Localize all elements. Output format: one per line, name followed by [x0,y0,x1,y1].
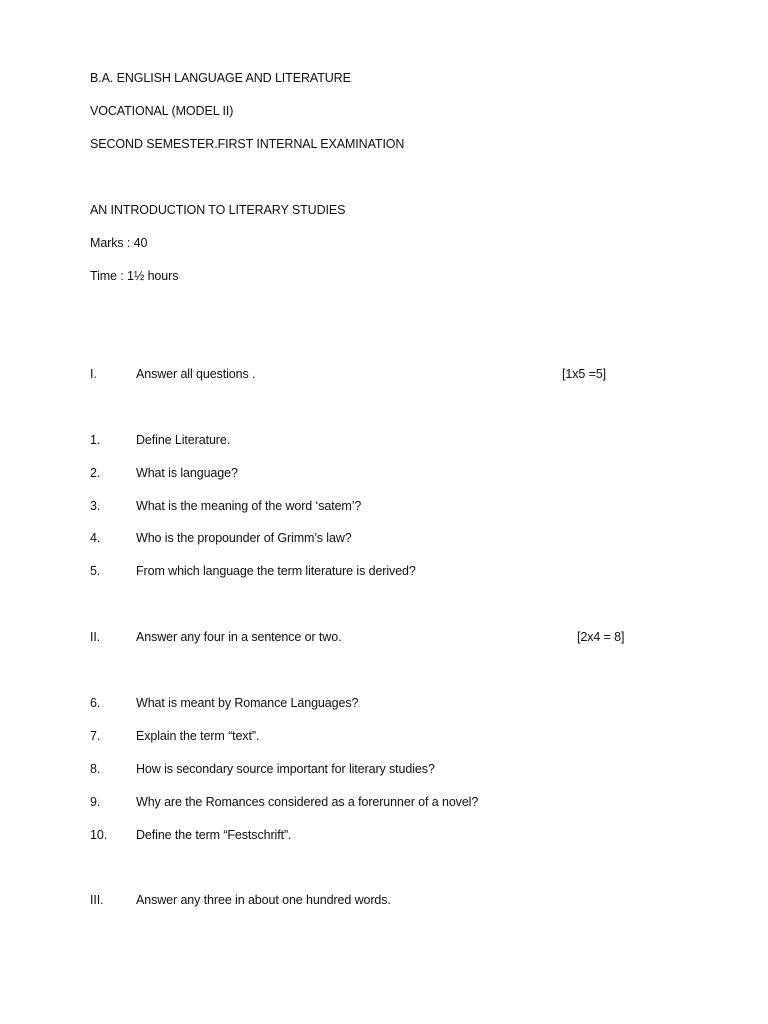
section-instruction: Answer any three in about one hundred words. [136,893,391,907]
question-number: 3. [90,499,101,513]
question-text: Define Literature. [136,433,231,447]
section-numeral: II. [90,630,101,644]
question-text: Who is the propounder of Grimm’s law? [136,531,352,545]
question-number: 2. [90,466,101,480]
section-instruction: Answer all questions . [136,367,256,381]
course-model: VOCATIONAL (MODEL II) [90,104,234,118]
question-text: Explain the term “text”. [136,729,260,743]
section-numeral: III. [90,893,104,907]
question-number: 6. [90,696,101,710]
question-number: 5. [90,564,101,578]
total-marks: Marks : 40 [90,236,148,250]
question-number: 1. [90,433,101,447]
question-text: From which language the term literature is derived? [136,564,416,578]
question-number: 10. [90,828,108,842]
exam-title: SECOND SEMESTER.FIRST INTERNAL EXAMINATION [90,137,405,151]
question-text: Define the term “Festschrift”. [136,828,292,842]
question-number: 4. [90,531,101,545]
section-marks: [1x5 =5] [562,367,607,381]
section-marks: [2x4 = 8] [577,630,625,644]
question-number: 8. [90,762,101,776]
paper-title: AN INTRODUCTION TO LITERARY STUDIES [90,203,346,217]
question-text: How is secondary source important for literary studies? [136,762,435,776]
question-text: What is the meaning of the word ‘satem’? [136,499,362,513]
question-text: What is language? [136,466,238,480]
section-instruction: Answer any four in a sentence or two. [136,630,342,644]
section-numeral: I. [90,367,97,381]
course-title: B.A. ENGLISH LANGUAGE AND LITERATURE [90,71,351,85]
question-text: Why are the Romances considered as a forerunner of a novel? [136,795,479,809]
question-text: What is meant by Romance Languages? [136,696,359,710]
exam-duration: Time : 1½ hours [90,269,179,283]
question-number: 7. [90,729,101,743]
question-number: 9. [90,795,101,809]
